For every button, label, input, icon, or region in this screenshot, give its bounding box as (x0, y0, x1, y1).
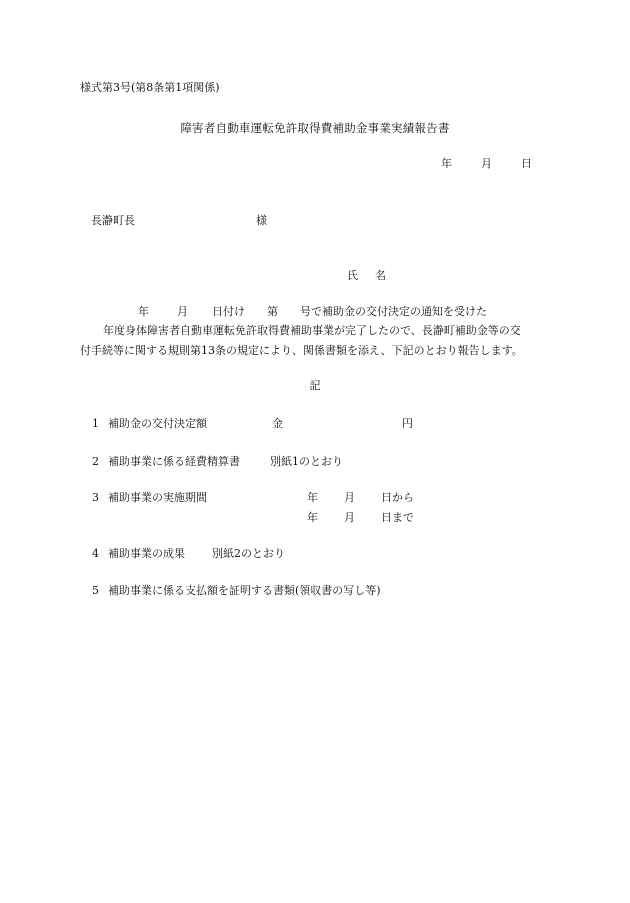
item-number: 1 (92, 417, 99, 430)
body-month: 月 (177, 305, 188, 318)
grant-amount-unit: 円 (402, 417, 413, 430)
item-label: 補助事業に係る支払額を証明する書類(領収書の写し等) (108, 584, 381, 597)
body-text-line3: 付手続等に関する規則第13条の規定により、関係書類を添え、下記のとおり報告します。 (80, 344, 523, 357)
date-month-label: 月 (481, 157, 492, 170)
addressee-name: 長瀞町長 (91, 214, 135, 227)
applicant-label-part2: 名 (375, 269, 386, 282)
body-no-prefix: 第 (267, 305, 278, 318)
ki-label: 記 (309, 379, 321, 392)
applicant-label-part1: 氏 (347, 269, 358, 282)
list-item (92, 585, 381, 596)
item-number: 5 (92, 584, 99, 597)
item-number: 2 (92, 455, 99, 468)
item-number: 3 (92, 491, 99, 504)
ki-heading (0, 380, 630, 391)
body-text-line2: 年度身体障害者自動車運転免許取得費補助事業が完了したので、長瀞町補助金等の交 (103, 324, 521, 337)
item-label: 補助事業の実施期間 (108, 491, 207, 504)
list-item (92, 456, 240, 467)
period-end-year: 年 (307, 511, 318, 524)
addressee-honorific: 様 (256, 214, 267, 227)
period-start (307, 492, 414, 503)
report-date (441, 158, 532, 169)
body-date-suffix: 日付け (212, 305, 245, 318)
date-year-label: 年 (441, 157, 452, 170)
item-label: 補助事業の成果 (108, 547, 185, 560)
results-value: 別紙2のとおり (212, 547, 285, 560)
period-start-year: 年 (307, 491, 318, 504)
expense-statement-value: 別紙1のとおり (270, 455, 343, 468)
body-line1-rest: 号で補助金の交付決定の通知を受けた (300, 305, 487, 318)
body-year: 年 (138, 305, 149, 318)
item-number: 4 (92, 547, 99, 560)
list-item (92, 418, 207, 429)
list-item (92, 492, 207, 503)
body-text-line1 (138, 306, 487, 317)
list-item (92, 548, 185, 559)
item-label: 補助事業に係る経費精算書 (108, 455, 240, 468)
period-end-month: 月 (344, 511, 355, 524)
period-start-month: 月 (344, 491, 355, 504)
period-end-day: 日まで (381, 511, 414, 524)
item-label: 補助金の交付決定額 (108, 417, 207, 430)
form-number: 様式第3号(第8条第1項関係) (80, 81, 220, 94)
document-title: 障害者自動車運転免許取得費補助金事業実績報告書 (180, 121, 450, 135)
grant-amount-prefix: 金 (272, 417, 283, 430)
period-end (307, 512, 414, 523)
period-start-day: 日から (381, 491, 414, 504)
date-day-label: 日 (521, 157, 532, 170)
applicant-name-label (347, 270, 386, 281)
